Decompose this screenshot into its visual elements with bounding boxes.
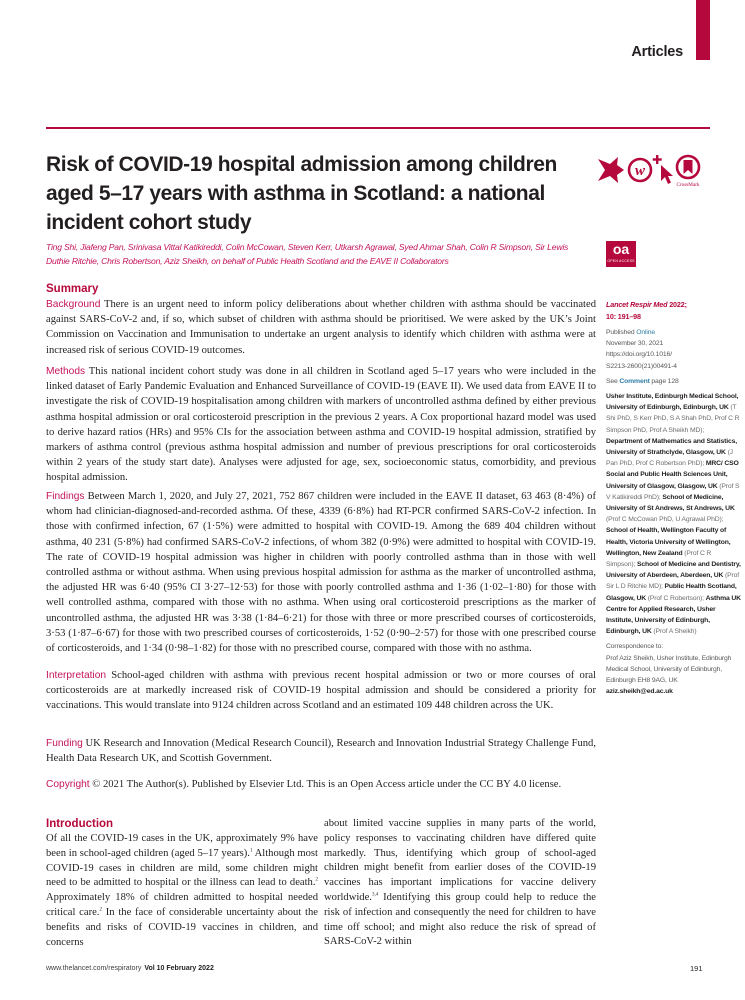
reference-superscript[interactable]: 1 xyxy=(249,848,253,854)
section-color-tab xyxy=(696,0,710,60)
crossmark-icon[interactable] xyxy=(676,156,699,188)
doi-link-line-2[interactable]: S2213-2600(21)00491-4 xyxy=(606,362,677,370)
correspondence-address: Prof Aziz Sheikh, Usher Institute, Edinburgh Medical School, University of Edinburgh, Edinburgh EH8 9AG, UK xyxy=(606,654,732,685)
summary-heading: Summary xyxy=(46,283,99,295)
affiliation-authors: (Prof S V Katikireddi PhD); xyxy=(606,482,740,501)
publication-info xyxy=(606,327,741,372)
body-text-run: about limited vaccine supplies in many parts of the world, policy responses to vaccinating children have differed quite markedly. Thus, identifying which group of school-aged children might benefit from earlier doses of the COVID-19 vaccines has important implications for vaccine delivery worldwide. xyxy=(324,818,596,903)
introduction-column-2 xyxy=(324,817,596,950)
affiliation-authors: (Prof C McCowan PhD, U Agrawal PhD); xyxy=(606,516,724,524)
findings-text: Between March 1, 2020, and July 27, 2021, 752 867 children were included in the EAVE II dataset, 63 463 (8·4%) of whom had clinician-diagnosed-and-recorded asthma. Of these, 4339 (6·8%) had RT-PCR confirmed SARS-CoV-2 infection. In those with confirmed infection, 67 (1·5%) were admitted to hospital with COVID-19. Among the 689 404 children without asthma, 40 231 (5·8%) had confirmed SARS-CoV-2 infections, of whom 382 (0·9%) were admitted to hospital with COVID-19. The rate of COVID-19 hospital admission was higher in children with poorly controlled asthma than in those with well controlled asthma or without asthma. When using previous hospital admission for asthma as the marker of uncontrolled asthma, the adjusted HR was 6·40 (95% CI 3·27–12·53) for those with poorly controlled asthma and 1·36 (1·02–1·80) for those with well controlled asthma, compared with those with no asthma. When using oral corticosteroid prescriptions as the marker of uncontrolled asthma, the adjusted HR was 3·38 (1·84–6·21) for those with three or more prescribed courses of corticosteroids, 3·53 (1·87–6·67) for those with two prescribed courses of corticosteroids, 1·52 (0·90–2·57) for those with one prescribed course of corticosteroids, and 1·34 (0·98–1·82) for those with no prescribed course, compared with those with no asthma. xyxy=(46,491,596,655)
interpretation-label: Interpretation xyxy=(46,670,107,681)
affiliation-authors: (Prof C R Simpson); xyxy=(606,549,712,569)
background-text: There is an urgent need to inform policy deliberations about whether children with asthma should be vaccinated against SARS-CoV-2 and, if so, which subset of children with asthma should be prioritised. We were asked by the UK’s Joint Commission on Vaccination and Immunisation to undertake an urgent analysis to identify which children with asthma were at increased risk of serious COVID-19 outcomes. xyxy=(46,299,596,356)
abstract-findings xyxy=(46,489,596,656)
section-label: Articles xyxy=(631,44,683,60)
affiliation-institution: Usher Institute, Edinburgh Medical School, University of Edinburgh, Edinburgh, UK xyxy=(606,393,739,412)
methods-label: Methods xyxy=(46,366,86,377)
abstract-background xyxy=(46,297,596,358)
interpretation-text: School-aged children with asthma with previous recent hospital admission or two or more courses of oral corticosteroids are at markedly increased risk of COVID-19 hospital admission and should be considered a priority for vaccinations. This would translate into 9124 children across Scotland and an estimated 109 448 children across the UK. xyxy=(46,670,596,712)
article-sidebar xyxy=(606,299,741,702)
article-title: Risk of COVID-19 hospital admission among children aged 5–17 years with asthma in Scotland: a national incident cohort study xyxy=(46,153,557,234)
footer-journal-info xyxy=(46,965,214,972)
abstract-methods xyxy=(46,364,596,486)
click-cursor-icon[interactable] xyxy=(653,155,673,184)
svg-text:w: w xyxy=(634,163,646,179)
methods-text: This national incident cohort study was done in all children in Scotland aged 5–17 years who were included in the linked dataset of Early Pandemic Evaluation and Enhanced Surveillance of COVID-19 (EAVE II). We used data from EAVE II to investigate the risk of COVID-19 hospitalisation among children with markers of uncontrolled asthma defined by either previous asthma hospital admission or oral corticosteroid prescription in the previous 2 years. A Cox proportional hazard model was used to derive hazard ratios (HRs) and 95% CIs for the association between asthma and COVID-19 hospital admission, stratified by markers of asthma control (previous asthma hospital admission and number of previous prescriptions for oral corticosteroids within 2 years of the study start date). Analyses were adjusted for age, sex, socioeconomic status, comorbidity, and previous hospital admission. xyxy=(46,366,596,484)
citation-year: 2022; xyxy=(667,300,687,309)
introduction-heading: Introduction xyxy=(46,818,114,830)
correspondence xyxy=(606,641,741,697)
copyright-text: © 2021 The Author(s). Published by Elsevier Ltd. This is an Open Access article under the CC BY 4.0 license. xyxy=(92,779,562,790)
see-prefix: See xyxy=(606,377,620,385)
affiliation-institution: MRC/ CSO Social and Public Health Sciences Unit, University of Glasgow, Glasgow, UK xyxy=(606,460,739,490)
footer-url-link[interactable]: www.thelancet.com/respiratory xyxy=(46,965,142,972)
reference-superscript[interactable]: 2 xyxy=(315,877,318,883)
comment-link[interactable]: Comment xyxy=(619,377,650,385)
affiliations xyxy=(606,391,741,637)
see-suffix: page 128 xyxy=(649,377,679,385)
footer-volume: Vol 10 February 2022 xyxy=(144,965,214,972)
reference-superscript[interactable]: 2 xyxy=(99,907,102,913)
findings-label: Findings xyxy=(46,491,85,502)
page-number: 191 xyxy=(690,964,703,973)
affiliation-institution: Asthma UK Centre for Applied Research, Usher Institute, University of Edinburgh, Edinburgh, UK xyxy=(606,594,741,636)
affiliation-authors: (Prof C Robertson); xyxy=(646,594,706,602)
body-text-run: In the face of considerable uncertainty about the benefits and risks of COVID-19 vaccines in children, and concerns xyxy=(46,906,319,948)
affiliation-institution: Department of Mathematics and Statistics, University of Strathclyde, Glasgow, UK xyxy=(606,437,737,457)
reference-superscript[interactable]: 3,4 xyxy=(371,892,379,898)
wiley-at-icon[interactable] xyxy=(629,159,651,181)
published-prefix: Published xyxy=(606,329,637,336)
published-online-link[interactable]: Online xyxy=(636,329,655,336)
abstract-copyright xyxy=(46,777,596,792)
affiliation-authors: (T Shi PhD, S Kerr PhD, S A Shah PhD, Prof C R Simpson PhD, Prof A Sheikh MD); xyxy=(606,404,740,434)
correspondence-label: Correspondence to: xyxy=(606,643,663,651)
affiliation-institution: Public Health Scotland, Glasgow, UK xyxy=(606,583,737,602)
see-comment xyxy=(606,376,741,387)
body-text-run: Approximately 18% of children admitted to hospital needed critical care. xyxy=(46,892,318,918)
header-rule xyxy=(46,127,710,129)
introduction-column-1 xyxy=(46,832,318,950)
citation xyxy=(606,299,741,323)
affiliation-institution: School of Medicine, University of St Andrews, St Andrews, UK xyxy=(606,493,735,513)
citation-journal: Lancet Respir Med xyxy=(606,300,668,309)
affiliation-authors: (Prof A Sheikh) xyxy=(651,628,697,636)
affiliation-institution: School of Health, Wellington Faculty of Health, Victoria University of Wellington, Wellington, New Zealand xyxy=(606,527,731,557)
body-text-run: Although most COVID-19 cases in children are mild, some children might need to be admitted to hospital or the illness can lead to death. xyxy=(46,847,318,889)
open-access-badge xyxy=(606,241,636,267)
doi-link-line-1[interactable]: https://doi.org/10.1016/ xyxy=(606,351,672,359)
affiliation-authors: (J Pan PhD, Prof C Robertson PhD); xyxy=(606,449,733,468)
affiliation-authors: (Prof Sir L D Ritchie MD); xyxy=(606,572,739,591)
body-text-run: Of all the COVID-19 cases in the UK, approximately 9% have been in school-aged children (aged 5–17 years). xyxy=(46,833,318,859)
citation-pages: 10: 191–98 xyxy=(606,312,641,321)
published-date: November 30, 2021 xyxy=(606,340,664,348)
abstract-funding xyxy=(46,736,596,766)
oa-sub-label: OPEN ACCESS xyxy=(607,259,635,263)
background-label: Background xyxy=(46,299,101,310)
funding-label: Funding xyxy=(46,738,83,749)
affiliation-institution: School of Medicine and Dentistry, University of Aberdeen, Aberdeen, UK xyxy=(606,561,741,580)
author-list: Ting Shi, Jiafeng Pan, Srinivasa Vittal Katikireddi, Colin McCowan, Steven Kerr, Utkarsh Agrawal, Syed Ahmar Shah, Colin R Simpson, Sir Lewis Duthie Ritchie, Chris Robertson, Aziz Sheikh, on behalf of Public Health Scotland and the EAVE II Collaborators xyxy=(46,242,569,266)
article-tools xyxy=(596,152,706,188)
body-text-run: Identifying this group could help to reduce the risk of infection and consequently the need for children to have time off school; and might also reduce the risk of spread of SARS-CoV-2 within xyxy=(324,891,596,948)
funding-text: UK Research and Innovation (Medical Research Council), Research and Innovation Industrial Strategy Challenge Fund, Health Data Research UK, and Scottish Government. xyxy=(46,738,596,765)
correspondence-email-link[interactable]: aziz.sheikh@ed.ac.uk xyxy=(606,688,673,696)
oa-label: oa xyxy=(612,241,630,257)
share-arrow-icon[interactable] xyxy=(598,157,624,183)
copyright-label: Copyright xyxy=(46,779,90,790)
crossmark-label: CrossMark xyxy=(676,182,700,188)
abstract-interpretation xyxy=(46,668,596,714)
